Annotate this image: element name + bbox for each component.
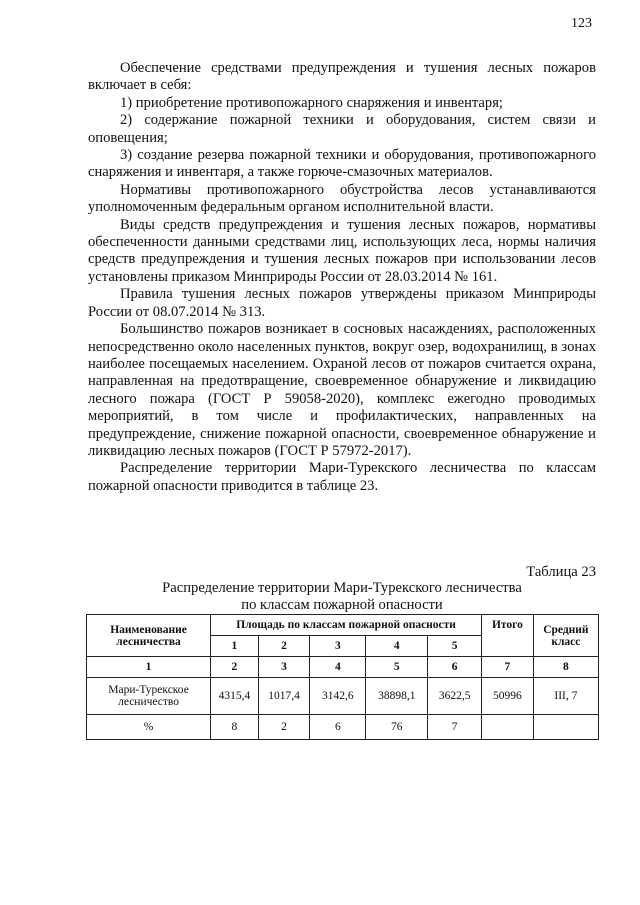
pct-value: 7 bbox=[428, 715, 482, 740]
index-cell: 4 bbox=[310, 657, 366, 678]
area-value: 3622,5 bbox=[428, 678, 482, 715]
header-avg-class: Средний класс bbox=[533, 615, 598, 657]
paragraph: Нормативы противопожарного обустройства лесов устанавливаются уполномоченным федеральным органом исполнительной власти. bbox=[88, 181, 596, 216]
table-row bbox=[87, 678, 599, 715]
page-number: 123 bbox=[571, 16, 592, 31]
row-name: Мари-Турекское лесничество bbox=[87, 678, 211, 715]
table-title-line: Распределение территории Мари-Турекского лесничества bbox=[162, 580, 522, 596]
index-cell: 3 bbox=[258, 657, 310, 678]
index-row bbox=[87, 657, 599, 678]
pct-value: 76 bbox=[366, 715, 428, 740]
body-text bbox=[88, 60, 596, 495]
header-row bbox=[87, 615, 599, 636]
avg-class-value: III, 7 bbox=[533, 678, 598, 715]
index-cell: 5 bbox=[366, 657, 428, 678]
header-area-group: Площадь по классам пожарной опасности bbox=[211, 615, 482, 636]
header-class: 2 bbox=[258, 636, 310, 657]
header-name: Наименование лесничества bbox=[87, 615, 211, 657]
pct-value: 8 bbox=[211, 715, 259, 740]
header-class: 4 bbox=[366, 636, 428, 657]
pct-value: 6 bbox=[310, 715, 366, 740]
area-value: 3142,6 bbox=[310, 678, 366, 715]
index-cell: 6 bbox=[428, 657, 482, 678]
row-name: % bbox=[87, 715, 211, 740]
table-row bbox=[87, 715, 599, 740]
index-cell: 2 bbox=[211, 657, 259, 678]
total-value: 50996 bbox=[482, 678, 534, 715]
index-cell: 8 bbox=[533, 657, 598, 678]
paragraph: Правила тушения лесных пожаров утверждены приказом Минприроды России от 08.07.2014 № 313. bbox=[88, 286, 596, 320]
paragraph: Большинство пожаров возникает в сосновых насаждениях, расположенных непосредственно около населенных пунктов, вокруг озер, водохранилищ, в зонах наиболее посещаемых населением. Охраной лесов от пожаров считается охрана, направленная на предотвращение, своевременное обнаружение и ликвидацию лесного пожара (ГОСТ Р 59058-2020), комплекс ежегодно проводимых мероприятий, в том числе и профилактических, направленных на предупреждение, снижение пожарной опасности, своевременное обнаружение и ликвидацию лесных пожаров (ГОСТ Р 57972-2017). bbox=[88, 321, 596, 459]
paragraph: 3) создание резерва пожарной техники и оборудования, противопожарного снаряжения и инвентаря, а также горюче-смазочных материалов. bbox=[88, 147, 596, 181]
header-total: Итого bbox=[482, 615, 534, 657]
paragraph: 1) приобретение противопожарного снаряжения и инвентаря; bbox=[120, 94, 503, 111]
total-value bbox=[482, 715, 534, 740]
table-caption: Таблица 23 bbox=[526, 564, 596, 580]
table-title-line: по классам пожарной опасности bbox=[241, 597, 443, 613]
paragraph: 2) содержание пожарной техники и оборудования, систем связи и оповещения; bbox=[88, 112, 596, 146]
index-cell: 7 bbox=[482, 657, 534, 678]
area-value: 1017,4 bbox=[258, 678, 310, 715]
area-value: 4315,4 bbox=[211, 678, 259, 715]
paragraph: Обеспечение средствами предупреждения и тушения лесных пожаров включает в себя: bbox=[88, 60, 596, 94]
header-class: 1 bbox=[211, 636, 259, 657]
index-cell: 1 bbox=[87, 657, 211, 678]
header-class: 3 bbox=[310, 636, 366, 657]
table-title bbox=[88, 580, 596, 614]
fire-danger-table bbox=[86, 614, 599, 740]
paragraph: Распределение территории Мари-Турекского лесничества по классам пожарной опасности приводится в таблице 23. bbox=[88, 460, 596, 494]
avg-class-value bbox=[533, 715, 598, 740]
pct-value: 2 bbox=[258, 715, 310, 740]
header-class: 5 bbox=[428, 636, 482, 657]
area-value: 38898,1 bbox=[366, 678, 428, 715]
paragraph: Виды средств предупреждения и тушения лесных пожаров, нормативы обеспеченности данными средствами лиц, использующих леса, нормы наличия средств предупреждения и тушения лесных пожаров при использовании лесов установлены приказом Минприроды России от 28.03.2014 № 161. bbox=[88, 216, 596, 285]
